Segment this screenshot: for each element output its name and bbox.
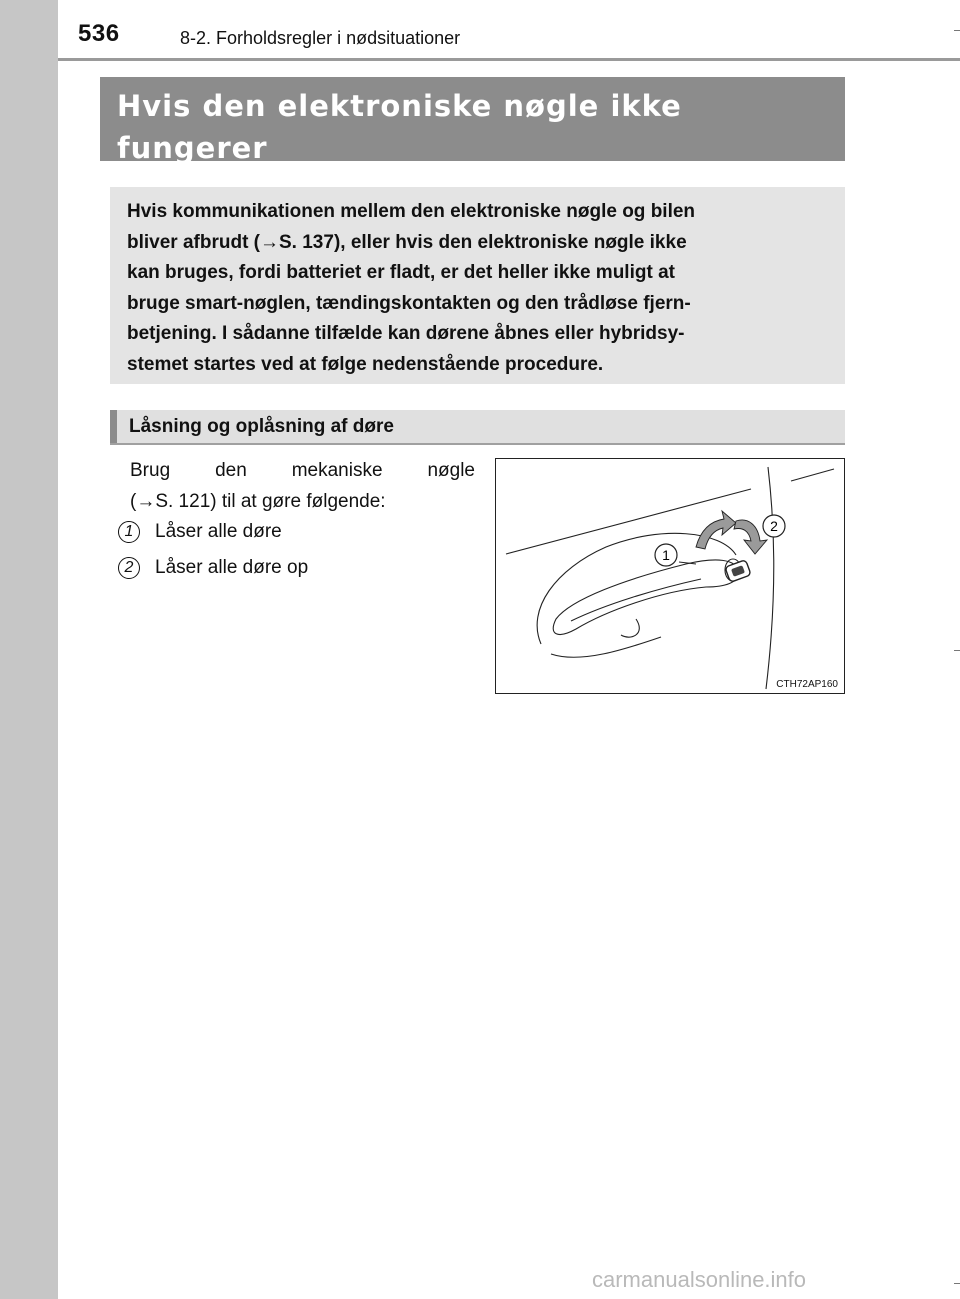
figure-code: CTH72AP160 <box>776 679 838 690</box>
page-title-line: Hvis den elektroniske nøgle ikke fungerer <box>117 89 682 165</box>
section-label: 8-2. Forholdsregler i nødsituationer <box>180 28 461 48</box>
header-divider <box>58 58 960 61</box>
key-icon <box>725 560 751 583</box>
step-number-badge: 1 <box>118 521 140 543</box>
page-title <box>100 77 845 165</box>
intro-line: kan bruges, fordi batteriet er fladt, er det heller ikke muligt at <box>127 262 675 283</box>
intro-line: Hvis kommunikationen mellem den elektroniske nøgle og bilen <box>127 201 696 222</box>
side-tab-bar <box>0 0 58 1299</box>
intro-line: betjening. I sådanne tilfælde kan dørene åbnes eller hybridsy- <box>127 323 685 344</box>
step-number-badge: 2 <box>118 557 140 579</box>
intro-line: bliver afbrudt (→S. 137), eller hvis den elektroniske nøgle ikke <box>127 231 687 253</box>
crop-mark <box>954 30 960 31</box>
body-text-line: Brug den mekaniske nøgle <box>130 460 475 481</box>
callout-1: 1 <box>662 547 670 563</box>
intro-box <box>110 187 845 384</box>
callout-2: 2 <box>770 518 778 534</box>
rotate-arrow-2 <box>734 520 767 554</box>
subsection-heading <box>110 410 845 445</box>
heading-marker <box>110 410 117 443</box>
page-number: 536 <box>78 20 120 47</box>
door-handle-illustration <box>495 458 845 694</box>
intro-line: bruge smart-nøglen, tændingskontakten og den trådløse fjern- <box>127 292 691 314</box>
list-item-text: Låser alle døre op <box>155 557 309 578</box>
rotate-arrow-1 <box>696 511 736 549</box>
subsection-heading-text: Låsning og oplåsning af døre <box>129 416 394 437</box>
intro-line: stemet startes ved at følge nedenstående procedure. <box>127 353 604 375</box>
body-text-line: (→S. 121) til at gøre følgende: <box>130 491 386 512</box>
watermark: carmanualsonline.info <box>592 1267 807 1292</box>
crop-mark <box>954 1283 960 1284</box>
crop-mark <box>954 650 960 651</box>
list-item-text: Låser alle døre <box>155 521 282 542</box>
door-handle-drawing <box>496 459 844 693</box>
